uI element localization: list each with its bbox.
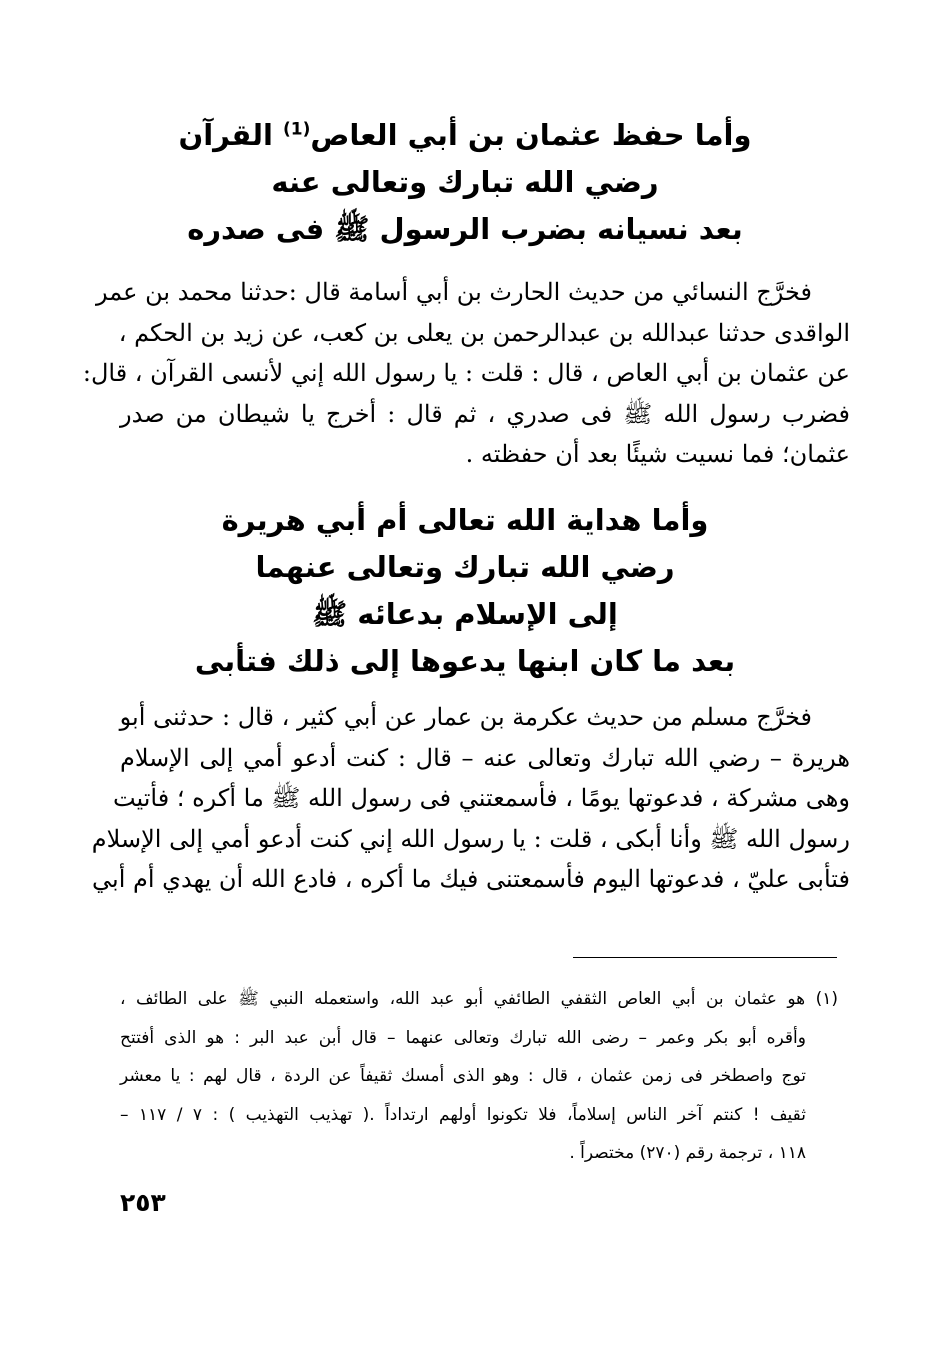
heading-line: بعد نسيانه بضرب الرسول ﷺ فى صدره bbox=[187, 212, 743, 246]
body-paragraph-muslim bbox=[91, 697, 850, 900]
paragraph-line: فخرَّج مسلم من حديث عكرمة بن عمار عن أبي كثير ، قال : حدثنى أبو bbox=[119, 703, 812, 731]
paragraph-line: الواقدى حدثنا عبدالله بن عبدالرحمن بن يعلى بن كعب، عن زيد بن الحكم ، bbox=[118, 318, 850, 347]
heading-line: وأما حفظ عثمان بن أبي العاص$^{(1)}$ القرآن bbox=[178, 118, 752, 152]
heading-line: رضي الله تبارك وتعالى عنه bbox=[271, 165, 659, 199]
paragraph-line: فخرَّج النسائي من حديث الحارث بن أبي أسامة قال :حدثنا محمد بن عمر bbox=[96, 278, 812, 306]
footnote-line: توج واصطخر فى زمن عثمان ، قال : وهو الذى أمسك ثقيفاً عن الردة ، قال لهم : يا معشر bbox=[120, 1066, 806, 1086]
paragraph-line: رسول الله ﷺ وأنا أبكى ، قلت : يا رسول الله إني كنت أدعو أمي إلى الإسلام bbox=[91, 824, 850, 853]
body-paragraph-nasai bbox=[82, 272, 850, 475]
paragraph-line: فضرب رسول الله ﷺ فى صدري ، ثم قال : أخرج يا شيطان من صدر bbox=[120, 399, 850, 428]
heading-line: رضي الله تبارك وتعالى عنهما bbox=[255, 550, 675, 584]
heading-line: وأما هداية الله تعالى أم أبي هريرة bbox=[221, 503, 709, 537]
paragraph-line: عثمان؛ فما نسيت شيئًا بعد أن حفظته . bbox=[465, 440, 850, 468]
paragraph-line: فتأبى عليّ ، فدعوتها اليوم فأسمعتنى فيك ما أكره ، فادع الله أن يهدي أم أبي bbox=[92, 865, 850, 893]
section-heading-uthman bbox=[100, 112, 830, 253]
footnote-line: ثقيف ! كنتم آخر الناس إسلاماً، فلا تكونوا أولهم ارتداداً .( تهذيب التهذيب ) : ٧ / ١١٧ – bbox=[120, 1104, 807, 1125]
page-number: ٢٥٣ bbox=[120, 1188, 166, 1217]
heading-line: بعد ما كان ابنها يدعوها إلى ذلك فتأبى bbox=[194, 644, 736, 678]
footnote-divider bbox=[573, 957, 837, 958]
footnote-line: (١) هو عثمان بن أبي العاص الثقفي الطائفي أبو عبد الله، واستعمله النبي ﷺ على الطائف ، bbox=[120, 989, 838, 1009]
paragraph-line: وهى مشركة ، فدعوتها يومًا ، فأسمعتني فى رسول الله ﷺ ما أكره ؛ فأتيت bbox=[112, 784, 850, 812]
footnote bbox=[120, 980, 838, 1173]
footnote-reference[interactable]: (1) bbox=[283, 119, 311, 140]
footnote-line: ١١٨ ، ترجمة رقم (٢٧٠) مختصراً . bbox=[569, 1143, 806, 1163]
paragraph-line: هريرة – رضي الله تبارك وتعالى عنه – قال : كنت أدعو أمي إلى الإسلام bbox=[120, 743, 850, 772]
heading-line: إلى الإسلام بدعائه ﷺ bbox=[312, 597, 618, 631]
paragraph-line: عن عثمان بن أبي العاص ، قال : قلت : يا رسول الله إني لأنسى القرآن ، قال: bbox=[82, 359, 850, 387]
footnote-line: وأقره أبو بكر وعمر – رضى الله تبارك وتعالى عنهما – قال أبن عبد البر : هو الذى أفتتح bbox=[120, 1027, 806, 1048]
section-heading-abu-hurayrah-mother bbox=[100, 497, 830, 685]
